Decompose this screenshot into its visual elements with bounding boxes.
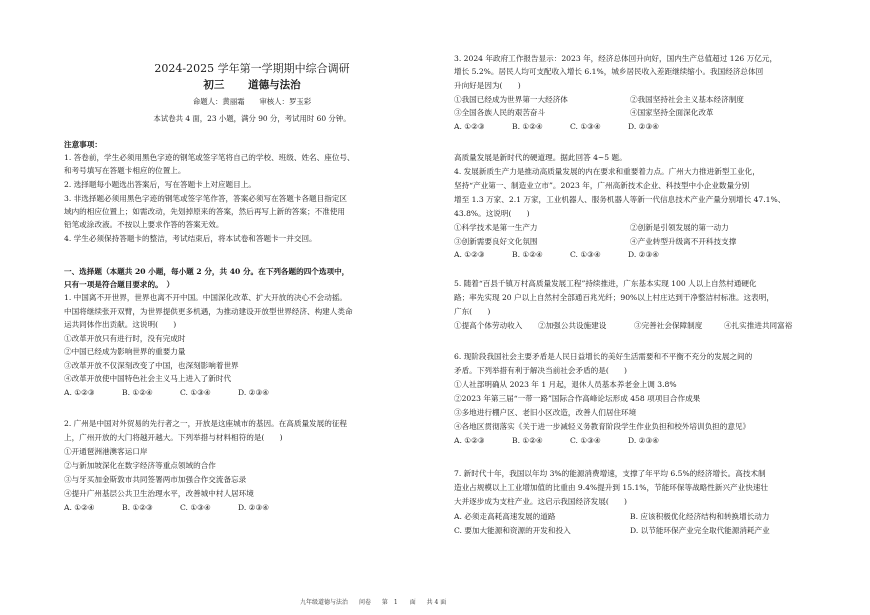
option-3[interactable]: ③完善社会保障制度	[634, 321, 703, 330]
statement-item: ②2023 年第三届“一带一路”国际合作高峰论坛形成 458 项项目合作成果	[454, 394, 701, 403]
question-stem: 6. 现阶段我国社会主要矛盾是人民日益增长的美好生活需要和不平衡不充分的发展之间的	[454, 352, 753, 361]
option-b[interactable]: B. ①②④	[122, 388, 153, 397]
option-c[interactable]: C. ①③④	[570, 250, 601, 259]
subject-label: 道德与法治	[248, 79, 301, 91]
option-d[interactable]: D. 以节能环保产业完全取代能源消耗产业	[630, 526, 770, 535]
question-stem: 大并逐步成为支柱产业。这启示我国经济发展( )	[454, 497, 627, 506]
statement-item: ①人社部明确从 2023 年 1 月起，退休人员基本养老金上调 3.8%	[454, 380, 677, 389]
group-intro: 高质量发展是新时代的硬道理。据此回答 4~5 题。	[454, 153, 627, 162]
option-c[interactable]: C. ①③④	[180, 388, 211, 397]
question-stem: 广东( )	[454, 307, 491, 316]
section-heading: 一、选择题（本题共 20 小题，每小题 2 分，共 40 分。在下列各题的四个选项中，	[64, 267, 350, 276]
option-d[interactable]: D. ②③④	[238, 503, 270, 512]
exam-info: 本试卷共 4 面，23 小题，满分 90 分，考试用时 60 分钟。	[153, 114, 351, 123]
notice-line: 2. 选择题每小题选出答案后，写在答题卡上对应题目上。	[64, 180, 256, 189]
question-stem: 运共同体作出贡献。这说明( )	[64, 320, 177, 329]
option-b[interactable]: B. ①②④	[512, 250, 543, 259]
statement-item: ④国家坚持全面深化改革	[630, 108, 714, 117]
statement-item: ①科学技术是第一生产力	[454, 223, 538, 232]
option-a[interactable]: A. ①②③	[454, 122, 485, 131]
notice-line: 3. 非选择题必须用黑色字迹的钢笔或签字笔作答，答案必须写在答题卡各题目指定区	[64, 194, 348, 203]
statement-item: ①开通琶洲港澳客运口岸	[64, 447, 148, 456]
statement-item: ③全国各族人民的艰苦奋斗	[454, 108, 546, 117]
question-stem: 升向好是因为( )	[454, 81, 521, 90]
option-b[interactable]: B. ①②③	[122, 503, 153, 512]
option-c[interactable]: C. 要加大能源和资源的开发和投入	[454, 526, 571, 535]
footer-page-number: 第 1 面	[381, 599, 416, 606]
question-stem: 矛盾。下列举措有利于解决当前社会矛盾的是( )	[454, 366, 627, 375]
footer-total-pages: 共 4 面	[426, 599, 447, 606]
option-4[interactable]: ④扎实推进共同富裕	[724, 321, 793, 330]
statement-item: ②创新是引领发展的第一动力	[630, 223, 729, 232]
statement-item: ①改革开放只有进行时，没有完成时	[64, 334, 186, 343]
option-d[interactable]: D. ②③④	[628, 250, 660, 259]
question-stem: 1. 中国离不开世界，世界也离不开中国。中国深化改革、扩大开放的决心不会动摇。	[64, 293, 348, 302]
statement-item: ④提升广州基层公共卫生治理水平，改善城中村人居环境	[64, 489, 254, 498]
option-c[interactable]: C. ①③④	[570, 436, 601, 445]
option-d[interactable]: D. ②③④	[238, 388, 270, 397]
statement-item: ④各地区贯彻落实《关于进一步减轻义务教育阶段学生作业负担和校外培训负担的意见》	[454, 422, 751, 431]
statement-item: ③创新需要良好文化氛围	[454, 237, 538, 246]
notice-line: 4. 学生必须保持答题卡的整洁，考试结束后，将本试卷和答题卡一并交回。	[64, 234, 317, 243]
question-stem: 坚持“产业第一、制造业立市”。2023 年，广州高新技术企业、科技型中小企业数量分别	[454, 181, 750, 190]
notice-line: 域内的相应位置上；如需改动，先划掉原来的答案，然后再写上新的答案；不准使用	[64, 207, 345, 216]
statement-item: ④产业转型升级离不开科技支撑	[630, 237, 737, 246]
option-1[interactable]: ①提高个体劳动收入	[454, 321, 523, 330]
statement-item: ②与新加坡深化在数字经济等重点领域的合作	[64, 461, 216, 470]
section-heading-cont: 只有一项是符合题目要求的。 ）	[64, 280, 175, 289]
notice-line: 和考号填写在答题卡相应的位置上。	[64, 166, 186, 175]
footer-kind: 问卷	[358, 599, 371, 606]
option-d[interactable]: D. ②③④	[628, 436, 660, 445]
question-stem: 3. 2024 年政府工作报告显示：2023 年，经济总体回升向好，国内生产总值超过 126 万亿元，	[454, 54, 778, 63]
option-b[interactable]: B. ①②④	[512, 436, 543, 445]
question-stem: 上，广州开放的大门将越开越大。下列举措与材料相符的是( )	[64, 433, 283, 442]
option-a[interactable]: A. ①②③	[454, 436, 485, 445]
option-c[interactable]: C. ①③④	[570, 122, 601, 131]
option-d[interactable]: D. ②③④	[628, 122, 660, 131]
question-stem: 5. 随着“百县千镇万村高质量发展工程”持续推进，广东基本实现 100 人以上自然村通硬化	[454, 279, 757, 288]
question-stem: 增至 1.3 万家、2.1 万家，工业机器人、服务机器人等新一代信息技术产业产量分别增长 47.1%、	[454, 195, 786, 204]
option-a[interactable]: A. ①②④	[64, 503, 95, 512]
statement-item: ④改革开放使中国特色社会主义马上进入了新时代	[64, 374, 232, 383]
statement-item: ②中国已经成为影响世界的重要力量	[64, 347, 186, 356]
option-a[interactable]: A. ①②③	[454, 250, 485, 259]
option-a[interactable]: A. ①②③	[64, 388, 95, 397]
notice-heading: 注意事项：	[64, 140, 102, 149]
statement-item: ①我国已经成为世界第一大经济体	[454, 95, 568, 104]
statement-item: ③改革开放不仅深刻改变了中国，也深刻影响着世界	[64, 361, 239, 370]
statement-item: ③多地进行棚户区、老旧小区改造，改善人们居住环境	[454, 408, 637, 417]
question-stem: 43.8%。这说明( )	[454, 209, 530, 218]
option-b[interactable]: B. ①②④	[512, 122, 543, 131]
statement-item: ③与牙买加金斯敦市共同签署两市加强合作交流备忘录	[64, 475, 247, 484]
question-stem: 7. 新时代十年，我国以年均 3%的能源消费增速，支撑了年平均 6.5%的经济增长。高技术制	[454, 469, 766, 478]
statement-item: ②我国坚持社会主义基本经济制度	[630, 95, 744, 104]
option-2[interactable]: ②加强公共设施建设	[538, 321, 607, 330]
grade-label: 初三	[203, 79, 225, 91]
option-c[interactable]: C. ①③④	[180, 503, 211, 512]
notice-line: 铅笔或涂改液。不按以上要求作答的答案无效。	[64, 220, 224, 229]
exam-title: 2024-2025 学年第一学期期中综合调研	[154, 62, 350, 75]
exam-subtitle	[64, 77, 440, 92]
exam-authors: 命题人：黄丽霜 审核人：罗玉彩	[192, 97, 312, 106]
footer-course: 九年级道德与法治	[300, 599, 349, 606]
notice-line: 1. 答卷前，学生必须用黑色字迹的钢笔或签字笔将自己的学校、班级、姓名、座位号、	[64, 153, 355, 162]
question-stem: 2. 广州是中国对外贸易的先行者之一，开放是这座城市的基因。在高质量发展的征程	[64, 419, 348, 428]
question-stem: 路；率先实现 20 户以上自然村全部通百兆光纤；90%以上村庄达到干净整洁村标准。这表明，	[454, 293, 774, 302]
question-stem: 增长 5.2%。居民人均可支配收入增长 6.1%，城乡居民收入差距继续缩小。我国经济总体回	[454, 67, 764, 76]
option-b[interactable]: B. 应该积极优化经济结构和转换增长动力	[630, 512, 770, 521]
question-stem: 造业占规模以上工业增加值的比重由 9.4%提升到 15.1%，节能环保等战略性新兴产业快速壮	[454, 483, 769, 492]
question-stem: 中国将继续张开双臂，为世界提供更多机遇，为推动建设开放型世界经济、构建人类命	[64, 307, 353, 316]
option-a[interactable]: A. 必须走高耗高速发展的道路	[454, 512, 556, 521]
page-footer	[300, 597, 600, 606]
question-stem: 4. 发展新质生产力是推动高质量发展的内在要求和重要着力点。广州大力推进新型工业化，	[454, 167, 760, 176]
